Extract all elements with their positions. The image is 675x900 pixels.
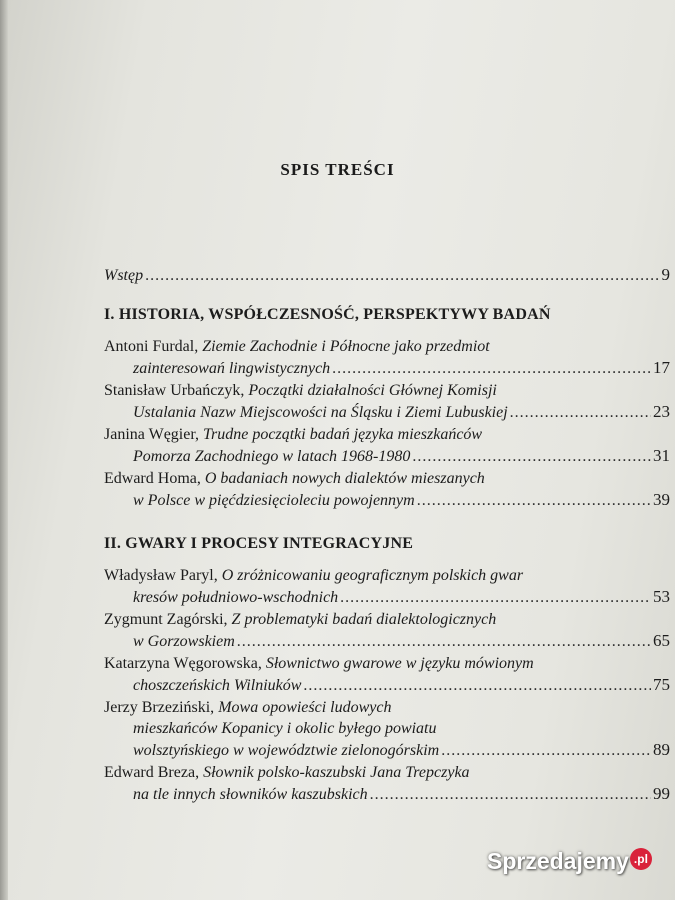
entry-author: Edward Breza,	[104, 764, 200, 781]
leader-dots	[370, 784, 651, 805]
entry-title: Z problematyki badań dialektologicznych	[231, 611, 497, 628]
entry-author: Edward Homa,	[104, 470, 201, 487]
toc-entry	[104, 762, 670, 805]
entry-title-cont: mieszkańców Kopanicy i okolic byłego powiatu	[133, 720, 437, 737]
entry-title: Ziemie Zachodnie i Północne jako przedmiot	[202, 338, 490, 355]
leader-dots	[441, 740, 651, 761]
entry-author: Jerzy Brzeziński,	[104, 699, 215, 716]
entry-title: Mowa opowieści ludowych	[218, 699, 392, 716]
page-number: 53	[653, 587, 670, 606]
sprzedajemy-watermark	[487, 848, 652, 875]
entry-author: Antoni Furdal,	[104, 338, 199, 355]
entry-author: Katarzyna Węgorowska,	[104, 655, 262, 672]
entry-title-cont: Pomorza Zachodniego w latach 1968-1980	[133, 448, 411, 465]
section-heading: II. GWARY I PROCESY INTEGRACYJNE	[104, 535, 414, 552]
leader-dots	[417, 490, 651, 511]
entry-title: O zróżnicowaniu geograficznym polskich gwar	[221, 567, 524, 584]
page-number: 75	[653, 675, 670, 694]
leader-dots	[145, 265, 659, 286]
watermark-text: Sprzedajemy	[487, 848, 629, 874]
page-number: 65	[653, 631, 670, 650]
leader-dots	[237, 631, 651, 652]
entry-title: O badaniach nowych dialektów mieszanych	[204, 470, 485, 487]
entry-title-cont: na tle innych słowników kaszubskich	[133, 786, 368, 803]
entry-title-cont: kresów południowo-wschodnich	[133, 589, 339, 606]
entry-title-cont: w Gorzowskiem	[133, 633, 235, 650]
toc-entry	[104, 653, 670, 696]
page-number: 89	[653, 740, 670, 759]
leader-dots	[303, 675, 651, 696]
entry-title: Początki działalności Głównej Komisji	[248, 382, 497, 399]
toc-entry	[104, 336, 670, 379]
entry-author: Stanisław Urbańczyk,	[104, 382, 245, 399]
toc-entry	[104, 565, 670, 608]
page-number: 17	[653, 358, 670, 377]
leader-dots	[412, 446, 651, 467]
entry-title-cont: zainteresowań lingwistycznych	[133, 360, 331, 377]
watermark-badge: .pl	[630, 848, 652, 870]
intro-label: Wstęp	[104, 267, 144, 284]
page-number: 9	[661, 265, 670, 284]
toc-entry	[104, 468, 670, 511]
entry-author: Zygmunt Zagórski,	[104, 611, 228, 628]
entry-title: Słownik polsko-kaszubski Jana Trepczyka	[203, 764, 470, 781]
toc-entry	[104, 424, 670, 467]
entry-title-cont: wolsztyńskiego w województwie zielonogórskim	[133, 742, 440, 759]
table-of-contents	[104, 256, 670, 806]
entry-author: Janina Węgier,	[104, 426, 200, 443]
entry-author: Władysław Paryl,	[104, 567, 218, 584]
toc-entry	[104, 380, 670, 423]
entry-title: Słownictwo gwarowe w języku mówionym	[265, 655, 534, 672]
page-title: SPIS TREŚCI	[280, 160, 395, 179]
page-number: 99	[653, 784, 670, 803]
toc-entry-intro	[104, 264, 670, 286]
entry-title-cont: choszczeńskich Wilniuków	[133, 677, 302, 694]
page-number: 23	[653, 402, 670, 421]
entry-title: Trudne początki badań języka mieszkańców	[203, 426, 483, 443]
page-number: 39	[653, 490, 670, 509]
leader-dots	[340, 587, 651, 608]
entry-title-cont: w Polsce w pięćdziesięcioleciu powojennym	[133, 492, 415, 509]
leader-dots	[510, 402, 651, 423]
section-heading: I. HISTORIA, WSPÓŁCZESNOŚĆ, PERSPEKTYWY BADAŃ	[104, 306, 551, 323]
page-edge-shadow	[0, 0, 8, 900]
toc-entry	[104, 609, 670, 652]
toc-entry	[104, 697, 670, 761]
entry-title-cont: Ustalania Nazw Miejscowości na Śląsku i Ziemi Lubuskiej	[133, 404, 508, 421]
leader-dots	[332, 358, 651, 379]
page-number: 31	[653, 446, 670, 465]
